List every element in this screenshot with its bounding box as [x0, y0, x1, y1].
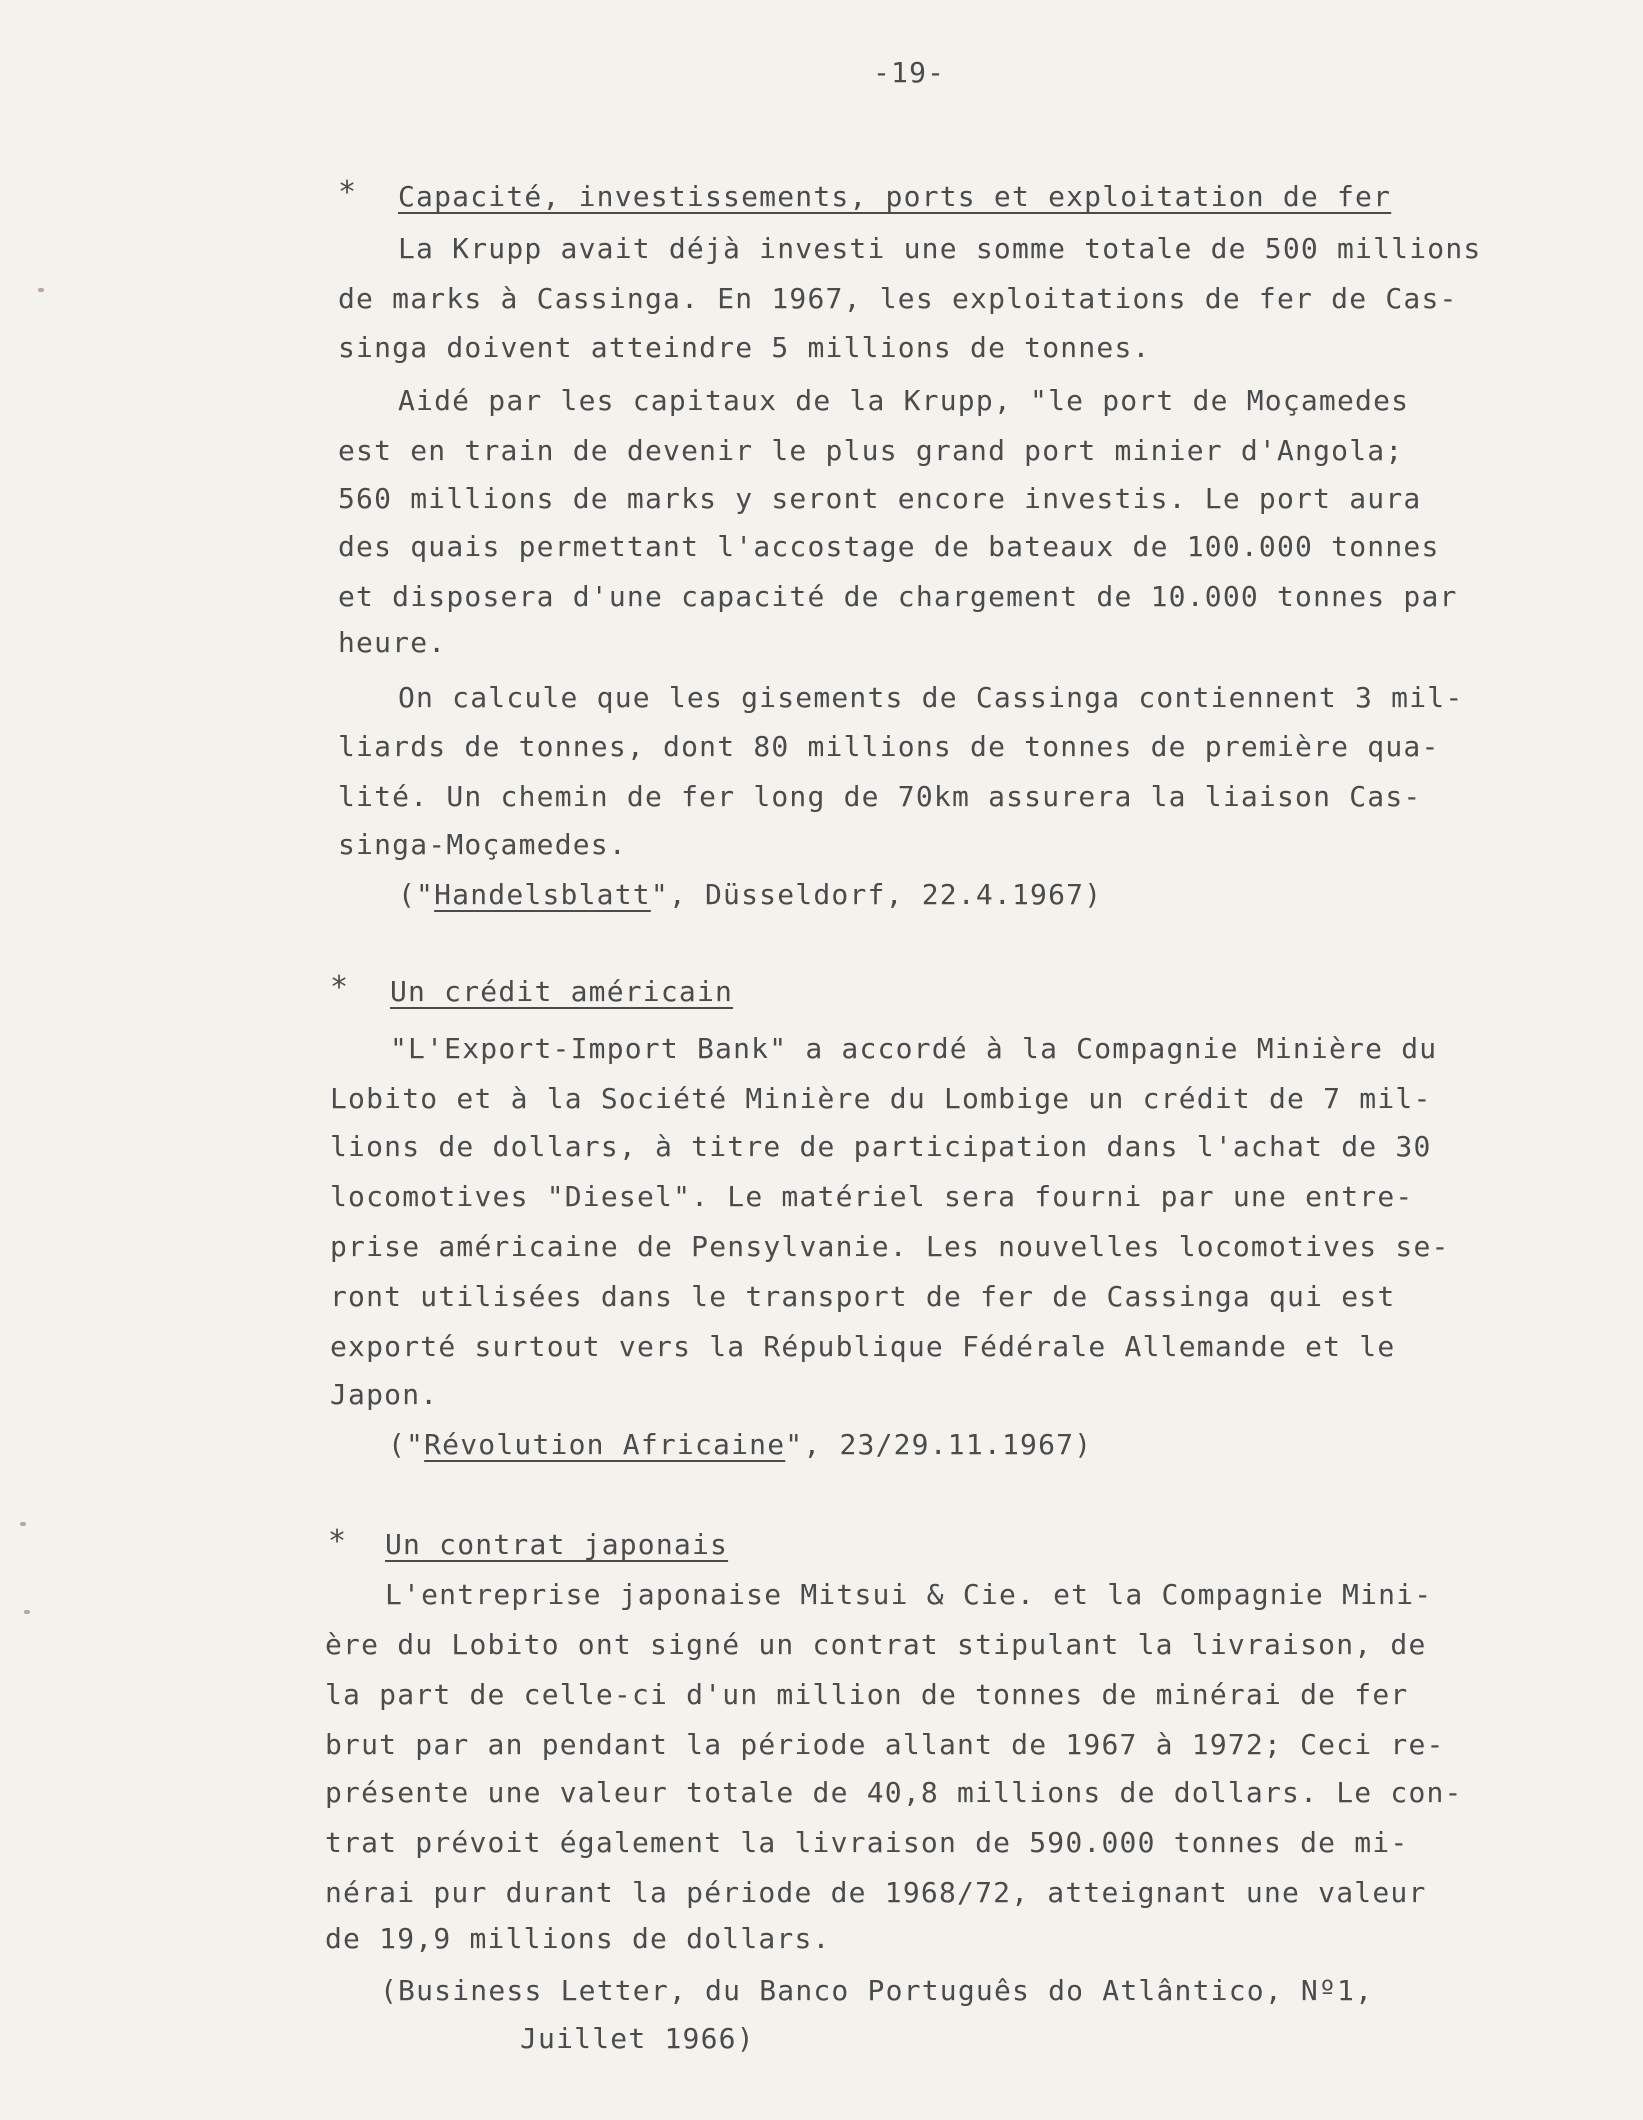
paragraph-line: de marks à Cassinga. En 1967, les exploitations de fer de Cas-: [338, 282, 1458, 315]
paragraph-line: "L'Export-Import Bank" a accordé à la Compagnie Minière du: [390, 1032, 1438, 1065]
paragraph-line: trat prévoit également la livraison de 590.000 tonnes de mi-: [325, 1826, 1409, 1859]
source-citation: [388, 1428, 1092, 1461]
paragraph-line: ront utilisées dans le transport de fer de Cassinga qui est: [330, 1280, 1396, 1313]
paragraph-line: présente une valeur totale de 40,8 millions de dollars. Le con-: [325, 1776, 1463, 1809]
margin-mark: [20, 1522, 26, 1526]
paragraph-line: Aidé par les capitaux de la Krupp, "le port de Moçamedes: [398, 384, 1410, 417]
paragraph-line: Lobito et à la Société Minière du Lombige un crédit de 7 mil-: [330, 1082, 1432, 1115]
paragraph-line: heure.: [338, 626, 447, 659]
paragraph-line: locomotives "Diesel". Le matériel sera fourni par une entre-: [330, 1180, 1414, 1213]
paragraph-line: singa-Moçamedes.: [338, 828, 627, 861]
paragraph-line: La Krupp avait déjà investi une somme totale de 500 millions: [398, 232, 1482, 265]
paragraph-line: est en train de devenir le plus grand port minier d'Angola;: [338, 434, 1404, 467]
paragraph-line: singa doivent atteindre 5 millions de tonnes.: [338, 331, 1151, 364]
paragraph-line: lité. Un chemin de fer long de 70km assurera la liaison Cas-: [338, 780, 1422, 813]
section-heading: Un crédit américain: [390, 975, 734, 1008]
paragraph-line: liards de tonnes, dont 80 millions de tonnes de première qua-: [338, 730, 1440, 763]
bullet-star: *: [338, 175, 357, 210]
paragraph-line: L'entreprise japonaise Mitsui & Cie. et la Compagnie Mini-: [385, 1578, 1433, 1611]
page-number: -19-: [873, 56, 946, 89]
paragraph-line: On calcule que les gisements de Cassinga contiennent 3 mil-: [398, 681, 1464, 714]
paragraph-line: 560 millions de marks y seront encore investis. Le port aura: [338, 482, 1422, 515]
citation-title: Handelsblatt: [434, 878, 651, 911]
paragraph-line: Japon.: [330, 1378, 439, 1411]
margin-mark: [24, 1610, 30, 1614]
bullet-star: *: [328, 1524, 347, 1559]
citation-title: Révolution Africaine: [424, 1428, 786, 1461]
paragraph-line: exporté surtout vers la République Fédérale Allemande et le: [330, 1330, 1396, 1363]
paragraph-line: brut par an pendant la période allant de 1967 à 1972; Ceci re-: [325, 1728, 1445, 1761]
section-heading: Capacité, investissements, ports et exploitation de fer: [398, 180, 1392, 213]
paragraph-line: la part de celle-ci d'un million de tonnes de minérai de fer: [325, 1678, 1409, 1711]
paragraph-line: des quais permettant l'accostage de bateaux de 100.000 tonnes: [338, 530, 1440, 563]
paragraph-line: nérai pur durant la période de 1968/72, atteignant une valeur: [325, 1876, 1427, 1909]
margin-mark: [38, 288, 44, 292]
citation-rest: ", 23/29.11.1967): [785, 1428, 1093, 1461]
source-citation: Juillet 1966): [520, 2022, 755, 2055]
section-heading: Un contrat japonais: [385, 1528, 729, 1561]
citation-rest: ", Düsseldorf, 22.4.1967): [650, 878, 1103, 911]
paragraph-line: ère du Lobito ont signé un contrat stipulant la livraison, de: [325, 1628, 1427, 1661]
citation-open: (": [398, 878, 435, 911]
paragraph-line: de 19,9 millions de dollars.: [325, 1922, 831, 1955]
citation-open: (": [388, 1428, 425, 1461]
bullet-star: *: [330, 970, 349, 1005]
paragraph-line: prise américaine de Pensylvanie. Les nouvelles locomotives se-: [330, 1230, 1450, 1263]
paragraph-line: et disposera d'une capacité de chargement de 10.000 tonnes par: [338, 580, 1458, 613]
paragraph-line: lions de dollars, à titre de participation dans l'achat de 30: [330, 1130, 1432, 1163]
source-citation: (Business Letter, du Banco Português do Atlântico, Nº1,: [380, 1974, 1374, 2007]
source-citation: [398, 878, 1102, 911]
